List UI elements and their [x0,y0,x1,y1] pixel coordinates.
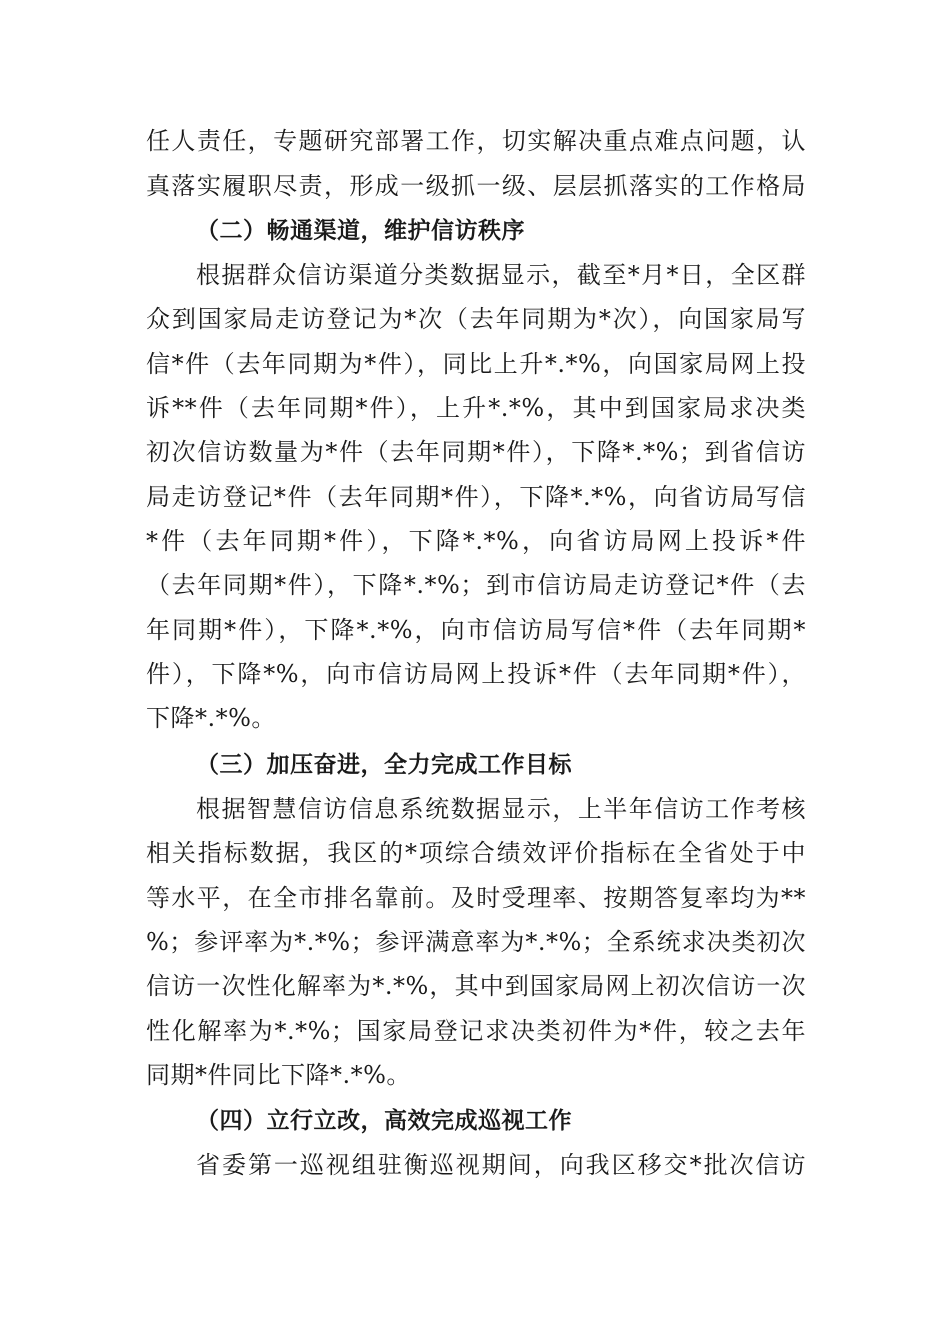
paragraph-line: 真落实履职尽责，形成一级抓一级、层层抓落实的工作格局 [146,172,806,200]
paragraph-line: 根据智慧信访信息系统数据显示，上半年信访工作考核 [196,795,806,823]
paragraph-line: *件（去年同期*件），下降*.*%，向省访局网上投诉*件 [146,527,806,555]
paragraph-line: 等水平，在全市排名靠前。及时受理率、按期答复率均为** [146,884,806,912]
paragraph-line: 众到国家局走访登记为*次（去年同期为*次），向国家局写 [146,305,806,333]
paragraph-line: 信*件（去年同期为*件），同比上升*.*%，向国家局网上投 [146,350,806,378]
paragraph-line: 任人责任，专题研究部署工作，切实解决重点难点问题，认 [146,127,806,155]
paragraph-line: 同期*件同比下降*.*%。 [146,1061,411,1089]
paragraph-line: 年同期*件），下降*.*%，向市信访局写信*件（去年同期* [146,616,806,644]
paragraph-line: 相关指标数据，我区的*项综合绩效评价指标在全省处于中 [146,839,806,867]
paragraph-line: 信访一次性化解率为*.*%，其中到国家局网上初次信访一次 [146,972,806,1000]
paragraph-line: 局走访登记*件（去年同期*件），下降*.*%，向省访局写信 [146,483,806,511]
paragraph-line: （去年同期*件），下降*.*%；到市信访局走访登记*件（去 [146,571,806,599]
paragraph-line: %；参评率为*.*%；参评满意率为*.*%；全系统求决类初次 [146,928,806,956]
section-heading-3: （三）加压奋进，全力完成工作目标 [196,752,572,778]
paragraph-line: 诉**件（去年同期*件），上升*.*%，其中到国家局求决类 [146,394,806,422]
paragraph-line: 初次信访数量为*件（去年同期*件），下降*.*%；到省信访 [146,438,806,466]
section-heading-4: （四）立行立改，高效完成巡视工作 [196,1108,572,1134]
section-heading-2: （二）畅通渠道，维护信访秩序 [196,218,525,244]
paragraph-line: 根据群众信访渠道分类数据显示，截至*月*日，全区群 [196,261,806,289]
paragraph-line: 件），下降*%，向市信访局网上投诉*件（去年同期*件）， [146,660,806,688]
paragraph-line: 性化解率为*.*%；国家局登记求决类初件为*件，较之去年 [146,1017,806,1045]
paragraph-line: 下降*.*%。 [146,704,276,732]
paragraph-line: 省委第一巡视组驻衡巡视期间，向我区移交*批次信访 [196,1151,806,1179]
